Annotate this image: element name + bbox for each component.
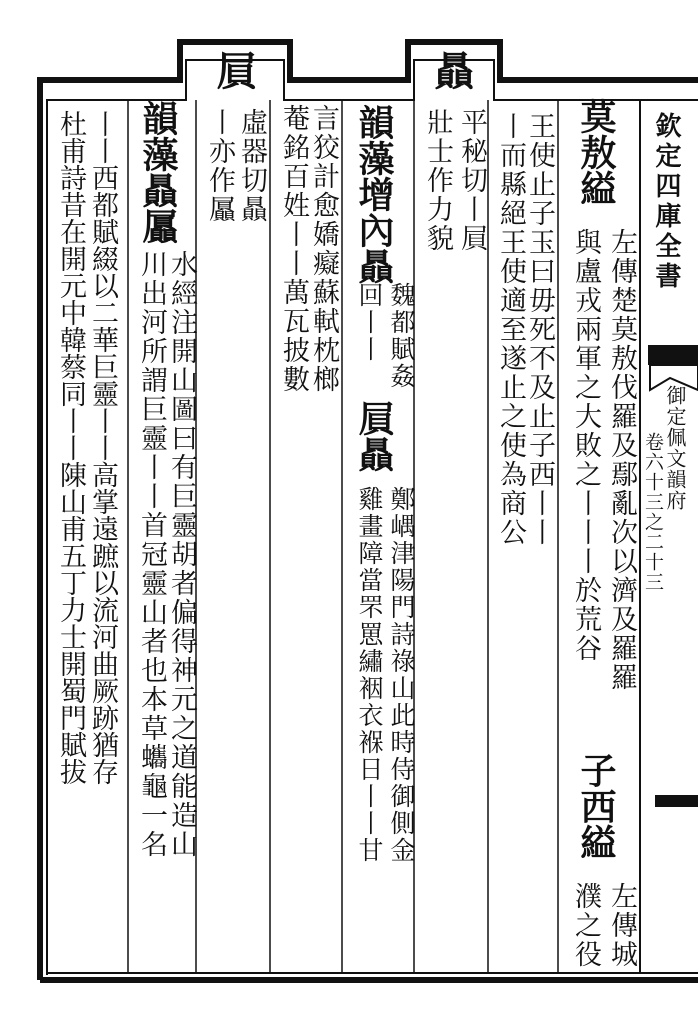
text-column: 丨亦作屭 — [204, 108, 235, 224]
book-title: 欽定四庫全書 — [651, 112, 681, 292]
text-column: 魏都賦姦 — [387, 282, 416, 390]
text-column: 左傳城 — [606, 882, 637, 969]
text-column: 壯士作力貌 — [422, 108, 453, 253]
text-column: 水經注開山圖曰有巨靈胡者偏得神元之道能造山 — [166, 250, 197, 859]
text-column: 川出河所謂巨靈丨丨首冠靈山者也本草蠵龜一名 — [136, 250, 167, 859]
book-subtitle: 御定佩文韻府 — [663, 385, 687, 511]
text-column: 平秘切丨屓 — [456, 108, 487, 253]
entry-heading: 屓贔 — [353, 400, 395, 472]
text-column: 虛器切贔 — [236, 108, 267, 224]
text-column: 丨而縣絕王使適至遂止之使為商公 — [495, 112, 526, 547]
entry-heading: 莫敖縊 — [575, 98, 617, 206]
text-column: 左傳楚莫敖伐羅及鄢亂次以濟及羅羅 — [606, 228, 637, 692]
text-column: 王使止子玉曰毋死不及止子西丨丨 — [524, 112, 555, 547]
entry-heading: 子西縊 — [575, 752, 617, 860]
tab-right-char: 贔 — [428, 50, 475, 92]
entry-heading: 韻藻增內贔 — [353, 104, 395, 284]
tab-left-char: 屓 — [210, 50, 257, 92]
text-column: 回丨丨 — [355, 282, 384, 363]
text-column: 丨丨西都賦綴以二華巨靈丨丨高掌遠蹠以流河曲厥跡猶存 — [87, 110, 118, 785]
volume-label: 卷六十三之二十三 — [642, 432, 664, 592]
text-column: 杜甫詩昔在開元中韓蔡同丨丨陳山甫五丁力士開蜀門賦拔 — [55, 110, 86, 785]
entry-heading: 韻藻贔屭 — [137, 100, 179, 244]
text-column: 鄭嵎津陽門詩祿山此時侍御側金 — [387, 486, 416, 864]
text-column: 雞畫障當罘罳繡裀衣褓日丨丨甘 — [355, 486, 384, 864]
text-column: 菴銘百姓丨丨萬瓦披數 — [278, 104, 309, 394]
text-column: 濮之役 — [570, 882, 601, 969]
text-column: 與盧戎兩軍之大敗之丨丨丨於荒谷 — [570, 228, 601, 663]
text-column: 言狡計愈嬌癡蘇軾枕榔 — [308, 104, 339, 394]
